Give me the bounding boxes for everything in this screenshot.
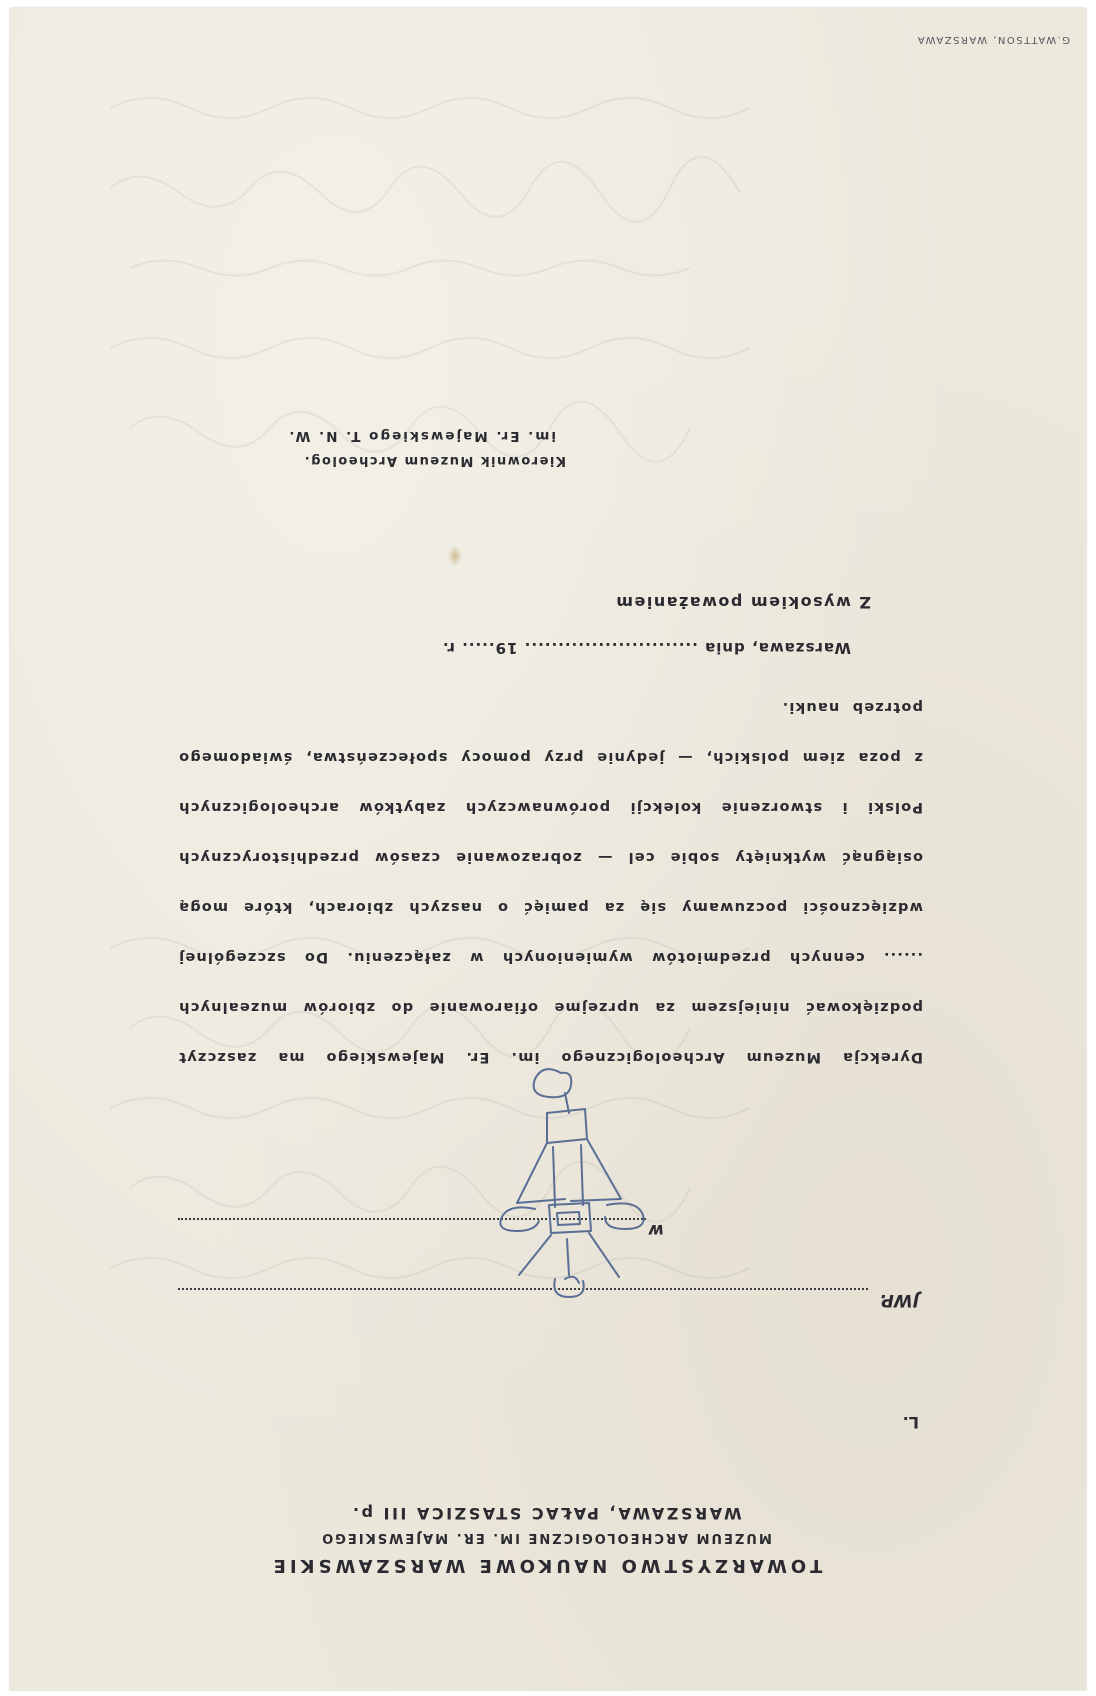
date-line [442, 639, 851, 657]
date-city: Warszawa, dnia [704, 639, 851, 657]
body-line: Polski i stworzenie kolekcji porównawczych zabytków archeologicznych [178, 799, 923, 815]
signature-title: Kierownik Muzeum Archeolog. [303, 453, 566, 468]
paper-stain [448, 546, 462, 566]
body-line: z poza ziem polskich, — jedynie przy pomocy społeczeństwa, świadomego [178, 749, 923, 765]
body-line: Dyrekcja Muzeum Archeologicznego im. Er. Majewskiego ma zaszczyt [178, 1049, 923, 1065]
society-header: TOWARZYSTWO NAUKOWE WARSZAWSKIE [269, 1555, 823, 1576]
letter-body [178, 682, 923, 1082]
printer-watermark: G.WATTSON, WARSZAWA [916, 34, 1070, 45]
museum-header: MUZEUM ARCHEOLOGICZNE IM. ER. MAJEWSKIEGO [320, 1530, 772, 1545]
signature-organization: im. Er. Majewskiego T. N. W. [287, 428, 556, 444]
body-line: wdzięczności poczuwamy się za pamięć o naszych zbiorach, które mogą [178, 899, 923, 915]
body-line: osiągnąć wytknięty sobie cel — zobrazowanie czasów przedhistorycznych [178, 849, 923, 865]
reference-number-label: L. [902, 1413, 919, 1432]
letter-sheet [10, 8, 1086, 1690]
date-dots: .......................... [523, 639, 698, 657]
body-line: podziękować niniejszem za uprzejme ofiarowanie do zbiorów muzealnych [178, 999, 923, 1015]
closing-phrase: Z wysokiem poważaniem [614, 593, 871, 612]
recipient-row [879, 1290, 919, 1310]
city-label: w [648, 1220, 664, 1240]
pen-sketch-drawing [465, 1053, 675, 1303]
address-header: WARSZAWA, PAŁAC STASZICA III p. [350, 1504, 742, 1523]
recipient-label: JWP. [879, 1290, 919, 1310]
printed-form-upside-down [10, 8, 1086, 1690]
body-line: ...... cennych przedmiotów wymienionych w załączeniu. Do szczególnej [178, 949, 923, 965]
date-year: 19..... r. [441, 639, 518, 657]
body-line: potrzeb nauki. [781, 699, 923, 715]
